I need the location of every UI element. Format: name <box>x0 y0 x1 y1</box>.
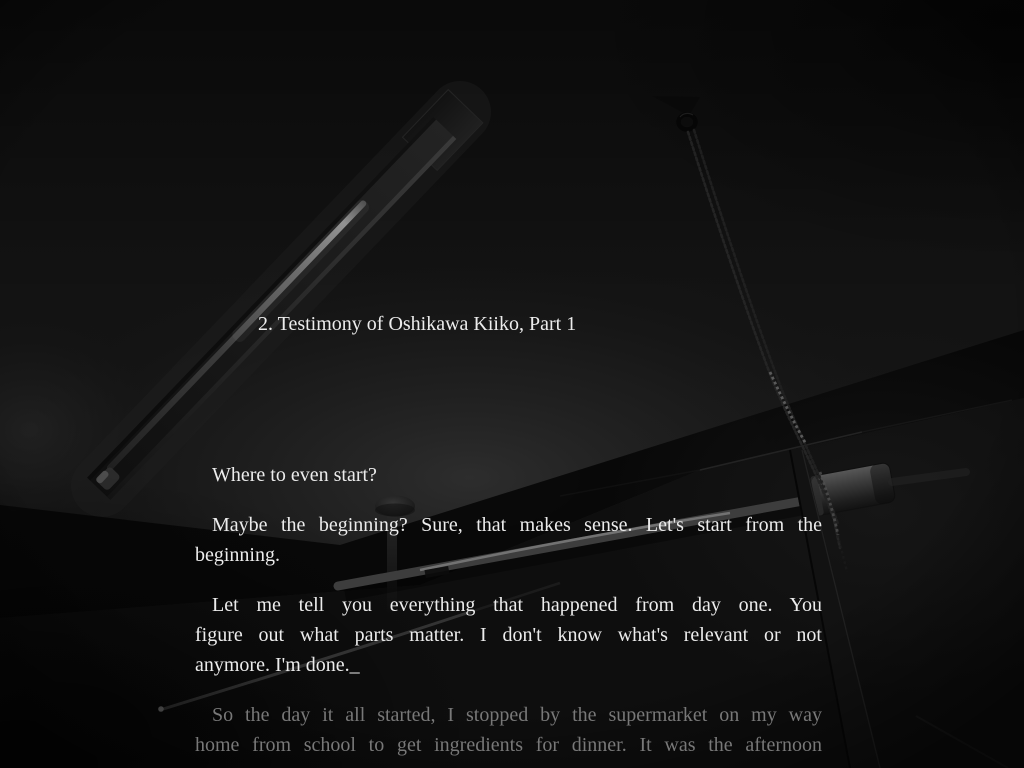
narration-line: Let me tell you everything that happened from day one. You <box>212 594 822 616</box>
narration-paragraph <box>195 460 822 490</box>
narration-paragraph-unread <box>195 700 822 760</box>
narration-line: beginning. <box>195 544 280 566</box>
narration-line: Maybe the beginning? Sure, that makes sense. Let's start from the <box>212 514 822 536</box>
narration-line-with-cursor: anymore. I'm done._ <box>195 654 360 676</box>
narration-line: figure out what parts matter. I don't know what's relevant or not <box>195 624 822 646</box>
narration-line: So the day it all started, I stopped by the supermarket on my way <box>212 704 822 726</box>
narration-line: home from school to get ingredients for dinner. It was the afternoon <box>195 734 822 756</box>
narration-line: Where to even start? <box>212 464 377 486</box>
narration-textblock <box>195 460 822 768</box>
chapter-heading: 2. Testimony of Oshikawa Kiiko, Part 1 <box>258 313 577 335</box>
narration-paragraph <box>195 590 822 680</box>
narration-paragraph <box>195 510 822 570</box>
